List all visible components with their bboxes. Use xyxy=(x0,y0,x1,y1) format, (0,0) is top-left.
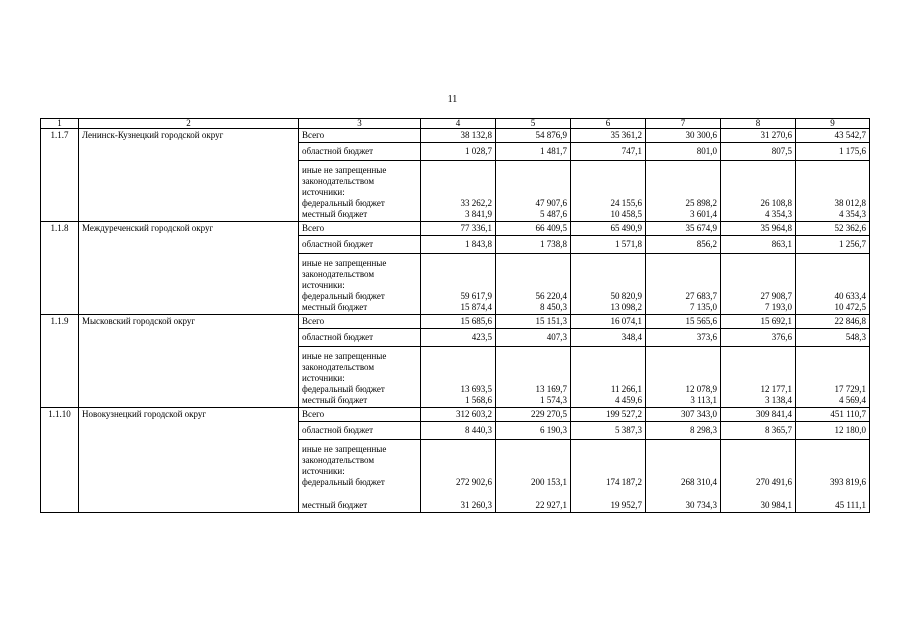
value-cell: 807,5 xyxy=(721,143,796,161)
spacer xyxy=(799,165,866,198)
value-cell: 376,6 xyxy=(721,329,796,347)
local-value: 5 487,6 xyxy=(540,209,567,219)
federal-value: 26 108,8 xyxy=(760,198,792,208)
federal-value: 200 153,1 xyxy=(531,477,567,487)
source-label-oblast: областной бюджет xyxy=(299,422,421,440)
municipality-name: Ленинск-Кузнецкий городской округ xyxy=(79,129,299,222)
local-value: 3 841,9 xyxy=(465,209,492,219)
column-number: 4 xyxy=(421,119,496,129)
value-cell: 312 603,2 xyxy=(421,408,496,422)
other-sources-line: источники: xyxy=(302,187,345,197)
other-sources-line: источники: xyxy=(302,280,345,290)
spacer xyxy=(724,488,792,500)
federal-value: 174 187,2 xyxy=(606,477,642,487)
value-cell: 15 151,3 xyxy=(496,315,571,329)
value-cell: 307 343,0 xyxy=(646,408,721,422)
spacer xyxy=(424,351,492,384)
local-value: 45 111,1 xyxy=(835,500,866,510)
federal-label: федеральный бюджет xyxy=(302,384,385,394)
federal-value: 12 177,1 xyxy=(760,384,792,394)
local-value: 4 459,6 xyxy=(615,395,642,405)
value-cell xyxy=(421,161,496,222)
value-cell: 1 028,7 xyxy=(421,143,496,161)
local-value: 19 952,7 xyxy=(610,500,642,510)
value-cell xyxy=(496,440,571,513)
spacer xyxy=(799,258,866,291)
value-cell: 1 571,8 xyxy=(571,236,646,254)
value-cell xyxy=(571,347,646,408)
value-cell xyxy=(421,347,496,408)
federal-value: 38 012,8 xyxy=(834,198,866,208)
value-cell: 43 542,7 xyxy=(796,129,870,143)
federal-value: 13 169,7 xyxy=(535,384,567,394)
value-cell: 451 110,7 xyxy=(796,408,870,422)
local-value: 30 734,3 xyxy=(685,500,717,510)
federal-value: 393 819,6 xyxy=(830,477,866,487)
column-number-row xyxy=(41,119,870,129)
spacer xyxy=(499,165,567,198)
value-cell xyxy=(721,440,796,513)
spacer xyxy=(574,351,642,384)
row-code: 1.1.10 xyxy=(41,408,79,513)
value-cell xyxy=(421,254,496,315)
source-label-oblast: областной бюджет xyxy=(299,143,421,161)
column-number: 3 xyxy=(299,119,421,129)
source-label-oblast: областной бюджет xyxy=(299,236,421,254)
table-row xyxy=(41,129,870,143)
row-code: 1.1.9 xyxy=(41,315,79,408)
spacer xyxy=(724,444,792,477)
spacer xyxy=(499,444,567,477)
local-value: 22 927,1 xyxy=(535,500,567,510)
spacer xyxy=(649,351,717,384)
spacer xyxy=(649,165,717,198)
column-number: 5 xyxy=(496,119,571,129)
value-cell xyxy=(796,347,870,408)
column-number: 1 xyxy=(41,119,79,129)
spacer xyxy=(799,351,866,384)
value-cell: 348,4 xyxy=(571,329,646,347)
spacer xyxy=(799,488,866,500)
value-cell: 801,0 xyxy=(646,143,721,161)
value-cell: 199 527,2 xyxy=(571,408,646,422)
other-sources-line: источники: xyxy=(302,373,345,383)
value-cell: 407,3 xyxy=(496,329,571,347)
spacer xyxy=(424,165,492,198)
federal-value: 27 683,7 xyxy=(685,291,717,301)
federal-value: 59 617,9 xyxy=(460,291,492,301)
local-value: 10 472,5 xyxy=(834,302,866,312)
value-cell xyxy=(646,440,721,513)
source-label-other xyxy=(299,161,421,222)
value-cell: 66 409,5 xyxy=(496,222,571,236)
federal-value: 272 902,6 xyxy=(456,477,492,487)
source-label-other xyxy=(299,347,421,408)
column-number: 6 xyxy=(571,119,646,129)
local-label: местный бюджет xyxy=(302,209,368,219)
value-cell: 548,3 xyxy=(796,329,870,347)
value-cell: 1 256,7 xyxy=(796,236,870,254)
local-value: 8 450,3 xyxy=(540,302,567,312)
table-row xyxy=(41,315,870,329)
value-cell: 5 387,3 xyxy=(571,422,646,440)
local-label: местный бюджет xyxy=(302,395,368,405)
value-cell: 30 300,6 xyxy=(646,129,721,143)
value-cell xyxy=(796,440,870,513)
column-number: 9 xyxy=(796,119,870,129)
spacer xyxy=(724,258,792,291)
federal-value: 268 310,4 xyxy=(681,477,717,487)
value-cell xyxy=(796,161,870,222)
other-sources-line: источники: xyxy=(302,466,345,476)
federal-value: 40 633,4 xyxy=(834,291,866,301)
local-value: 4 354,3 xyxy=(839,209,866,219)
spacer xyxy=(574,488,642,500)
value-cell: 35 964,8 xyxy=(721,222,796,236)
other-sources-line: законодательством xyxy=(302,362,375,372)
value-cell: 373,6 xyxy=(646,329,721,347)
spacer xyxy=(574,258,642,291)
value-cell: 15 565,6 xyxy=(646,315,721,329)
spacer xyxy=(649,444,717,477)
federal-value: 27 908,7 xyxy=(760,291,792,301)
federal-value: 270 491,6 xyxy=(756,477,792,487)
spacer xyxy=(649,488,717,500)
budget-table xyxy=(40,118,870,513)
source-label-total: Всего xyxy=(299,408,421,422)
value-cell xyxy=(721,161,796,222)
page-number: 11 xyxy=(447,94,458,105)
spacer xyxy=(499,488,567,500)
value-cell: 8 440,3 xyxy=(421,422,496,440)
column-number: 2 xyxy=(79,119,299,129)
federal-label: федеральный бюджет xyxy=(302,291,385,301)
source-label-oblast: областной бюджет xyxy=(299,329,421,347)
value-cell: 1 738,8 xyxy=(496,236,571,254)
value-cell: 15 692,1 xyxy=(721,315,796,329)
federal-value: 50 820,9 xyxy=(610,291,642,301)
spacer xyxy=(799,444,866,477)
value-cell xyxy=(796,254,870,315)
source-label-total: Всего xyxy=(299,315,421,329)
spacer xyxy=(574,444,642,477)
row-code: 1.1.7 xyxy=(41,129,79,222)
other-sources-line: иные не запрещенные xyxy=(302,351,387,361)
value-cell xyxy=(496,254,571,315)
local-value: 3 601,4 xyxy=(690,209,717,219)
value-cell: 31 270,6 xyxy=(721,129,796,143)
value-cell: 54 876,9 xyxy=(496,129,571,143)
local-value: 1 568,6 xyxy=(465,395,492,405)
column-number: 7 xyxy=(646,119,721,129)
value-cell: 38 132,8 xyxy=(421,129,496,143)
value-cell: 856,2 xyxy=(646,236,721,254)
federal-label: федеральный бюджет xyxy=(302,477,385,487)
local-value: 3 113,1 xyxy=(690,395,717,405)
source-label-total: Всего xyxy=(299,129,421,143)
value-cell xyxy=(496,347,571,408)
local-value: 4 569,4 xyxy=(839,395,866,405)
value-cell xyxy=(646,161,721,222)
table-row xyxy=(41,222,870,236)
value-cell: 52 362,6 xyxy=(796,222,870,236)
federal-value: 11 266,1 xyxy=(610,384,642,394)
federal-value: 25 898,2 xyxy=(685,198,717,208)
value-cell xyxy=(571,161,646,222)
source-label-total: Всего xyxy=(299,222,421,236)
municipality-name: Новокузнецкий городской округ xyxy=(79,408,299,513)
value-cell xyxy=(721,254,796,315)
value-cell: 65 490,9 xyxy=(571,222,646,236)
spacer xyxy=(499,258,567,291)
spacer xyxy=(424,444,492,477)
value-cell: 6 190,3 xyxy=(496,422,571,440)
other-sources-line: иные не запрещенные xyxy=(302,165,387,175)
other-sources-line: законодательством xyxy=(302,269,375,279)
local-label: местный бюджет xyxy=(302,302,368,312)
other-sources-line: законодательством xyxy=(302,176,375,186)
value-cell xyxy=(571,254,646,315)
source-label-other xyxy=(299,254,421,315)
other-sources-line: законодательством xyxy=(302,455,375,465)
local-value: 30 984,1 xyxy=(760,500,792,510)
federal-label: федеральный бюджет xyxy=(302,198,385,208)
local-value: 10 458,5 xyxy=(610,209,642,219)
value-cell: 1 843,8 xyxy=(421,236,496,254)
column-number: 8 xyxy=(721,119,796,129)
local-value: 13 098,2 xyxy=(610,302,642,312)
spacer xyxy=(724,165,792,198)
value-cell xyxy=(496,161,571,222)
value-cell: 423,5 xyxy=(421,329,496,347)
spacer xyxy=(499,351,567,384)
local-value: 31 260,3 xyxy=(460,500,492,510)
value-cell: 1 175,6 xyxy=(796,143,870,161)
value-cell: 1 481,7 xyxy=(496,143,571,161)
federal-value: 33 262,2 xyxy=(460,198,492,208)
value-cell: 12 180,0 xyxy=(796,422,870,440)
value-cell: 15 685,6 xyxy=(421,315,496,329)
local-value: 1 574,3 xyxy=(540,395,567,405)
table-row xyxy=(41,408,870,422)
value-cell: 35 674,9 xyxy=(646,222,721,236)
value-cell: 747,1 xyxy=(571,143,646,161)
source-label-other xyxy=(299,440,421,513)
value-cell: 8 298,3 xyxy=(646,422,721,440)
municipality-name: Мысковский городской округ xyxy=(79,315,299,408)
local-value: 7 193,0 xyxy=(765,302,792,312)
federal-value: 12 078,9 xyxy=(685,384,717,394)
municipality-name: Междуреченский городской округ xyxy=(79,222,299,315)
value-cell xyxy=(721,347,796,408)
local-value: 7 135,0 xyxy=(690,302,717,312)
value-cell xyxy=(571,440,646,513)
other-sources-line: иные не запрещенные xyxy=(302,258,387,268)
spacer xyxy=(724,351,792,384)
row-code: 1.1.8 xyxy=(41,222,79,315)
federal-value: 13 693,5 xyxy=(460,384,492,394)
spacer xyxy=(302,488,417,500)
federal-value: 47 907,6 xyxy=(535,198,567,208)
value-cell: 35 361,2 xyxy=(571,129,646,143)
spacer xyxy=(424,258,492,291)
local-label: местный бюджет xyxy=(302,500,368,510)
value-cell: 16 074,1 xyxy=(571,315,646,329)
value-cell: 309 841,4 xyxy=(721,408,796,422)
local-value: 15 874,4 xyxy=(460,302,492,312)
value-cell xyxy=(646,254,721,315)
spacer xyxy=(424,488,492,500)
value-cell: 77 336,1 xyxy=(421,222,496,236)
spacer xyxy=(649,258,717,291)
value-cell xyxy=(646,347,721,408)
value-cell: 22 846,8 xyxy=(796,315,870,329)
value-cell xyxy=(421,440,496,513)
federal-value: 56 220,4 xyxy=(535,291,567,301)
other-sources-line: иные не запрещенные xyxy=(302,444,387,454)
value-cell: 8 365,7 xyxy=(721,422,796,440)
local-value: 4 354,3 xyxy=(765,209,792,219)
spacer xyxy=(574,165,642,198)
local-value: 3 138,4 xyxy=(765,395,792,405)
value-cell: 229 270,5 xyxy=(496,408,571,422)
federal-value: 24 155,6 xyxy=(610,198,642,208)
value-cell: 863,1 xyxy=(721,236,796,254)
federal-value: 17 729,1 xyxy=(834,384,866,394)
